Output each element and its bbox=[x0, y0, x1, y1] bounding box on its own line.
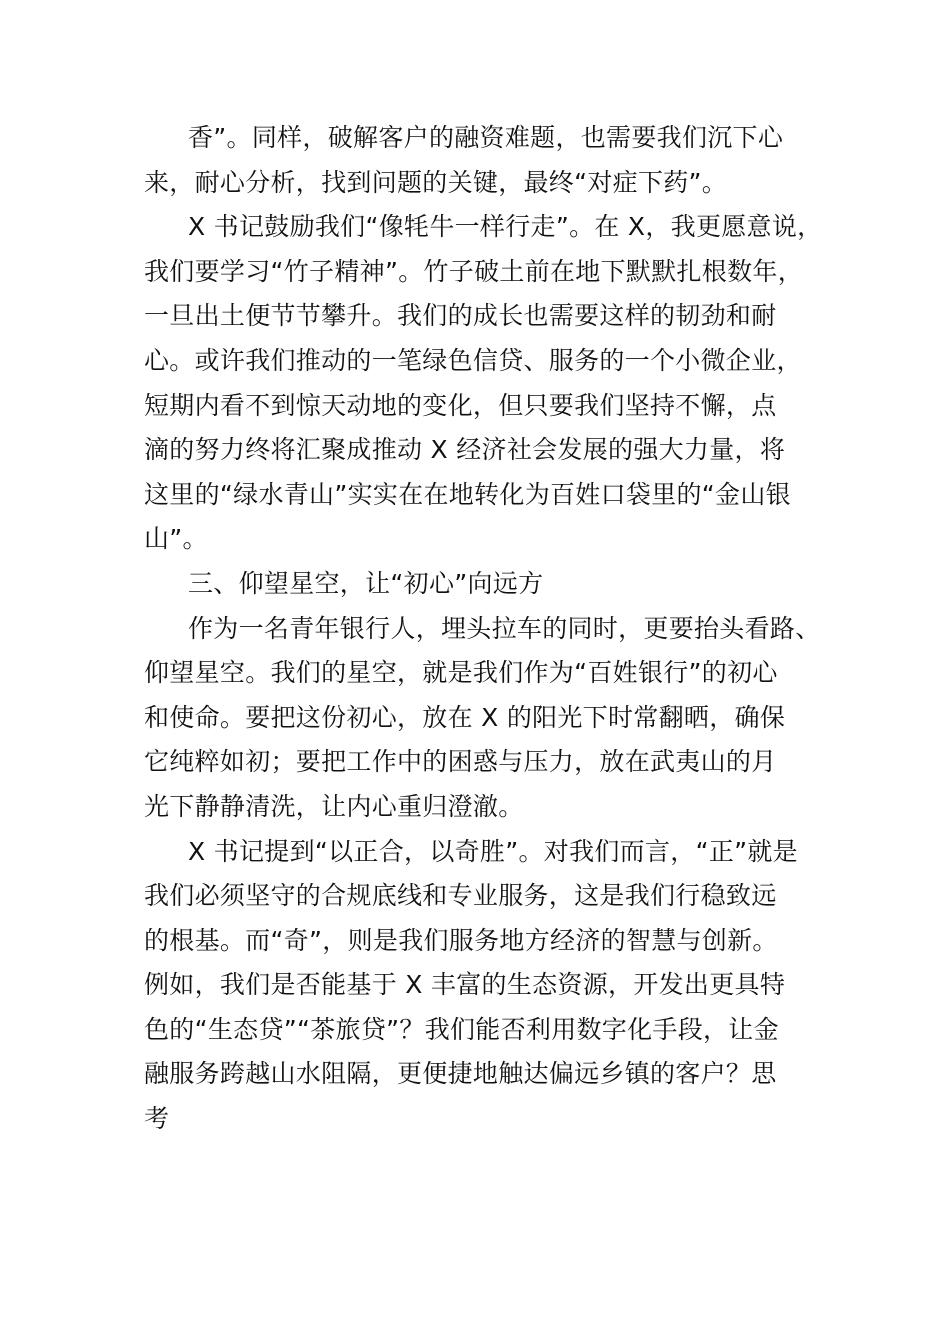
text-line: 融服务跨越山水阻隔，更便捷地触达偏远乡镇的客户？思 bbox=[144, 1059, 777, 1089]
text-line: 考 bbox=[144, 1104, 170, 1134]
text-line: 这里的“绿水青山”实实在在地转化为百姓口袋里的“金山银 bbox=[144, 479, 791, 509]
text-line: 光下静静清洗，让内心重归澄澈。 bbox=[144, 791, 524, 821]
text-line: 和使命。要把这份初心，放在 X 的阳光下时常翻晒，确保 bbox=[144, 702, 786, 732]
text-line: 山”。 bbox=[144, 524, 208, 554]
text-line: 短期内看不到惊天动地的变化，但只要我们坚持不懈，点 bbox=[144, 390, 777, 420]
text-line: 的根基。而“奇”，则是我们服务地方经济的智慧与创新。 bbox=[144, 925, 778, 955]
text-line: 例如，我们是否能基于 X 丰富的生态资源，开发出更具特 bbox=[144, 970, 786, 1000]
text-line: 我们必须坚守的合规底线和专业服务，这是我们行稳致远 bbox=[144, 881, 777, 911]
text-line: 它纯粹如初；要把工作中的困惑与压力，放在武夷山的月 bbox=[144, 747, 777, 777]
text-line: 心。或许我们推动的一笔绿色信贷、服务的一个小微企业， bbox=[144, 345, 802, 375]
paragraph-start-line: X 书记鼓励我们“像牦牛一样行走”。在 X，我更愿意说， bbox=[188, 212, 823, 242]
text-line: 来，耐心分析，找到问题的关键，最终“对症下药”。 bbox=[144, 167, 728, 197]
text-line: 我们要学习“竹子精神”。竹子破土前在地下默默扎根数年， bbox=[144, 256, 804, 286]
text-line: 色的“生态贷”“茶旅贷”？我们能否利用数字化手段，让金 bbox=[144, 1014, 779, 1044]
paragraph-start-line: X 书记提到“以正合，以奇胜”。对我们而言，“正”就是 bbox=[188, 836, 798, 866]
text-line: 香”。同样，破解客户的融资难题，也需要我们沉下心 bbox=[188, 123, 784, 152]
document-body bbox=[144, 116, 823, 1142]
paragraph-start-line: 作为一名青年银行人，埋头拉车的同时，更要抬头看路、 bbox=[188, 613, 821, 643]
section-heading: 三、仰望星空，让“初心”向远方 bbox=[188, 568, 544, 598]
text-line: 仰望星空。我们的星空，就是我们作为“百姓银行”的初心 bbox=[144, 658, 778, 688]
text-line: 滴的努力终将汇聚成推动 X 经济社会发展的强大力量，将 bbox=[144, 435, 786, 465]
text-line: 一旦出土便节节攀升。我们的成长也需要这样的韧劲和耐 bbox=[144, 301, 777, 331]
